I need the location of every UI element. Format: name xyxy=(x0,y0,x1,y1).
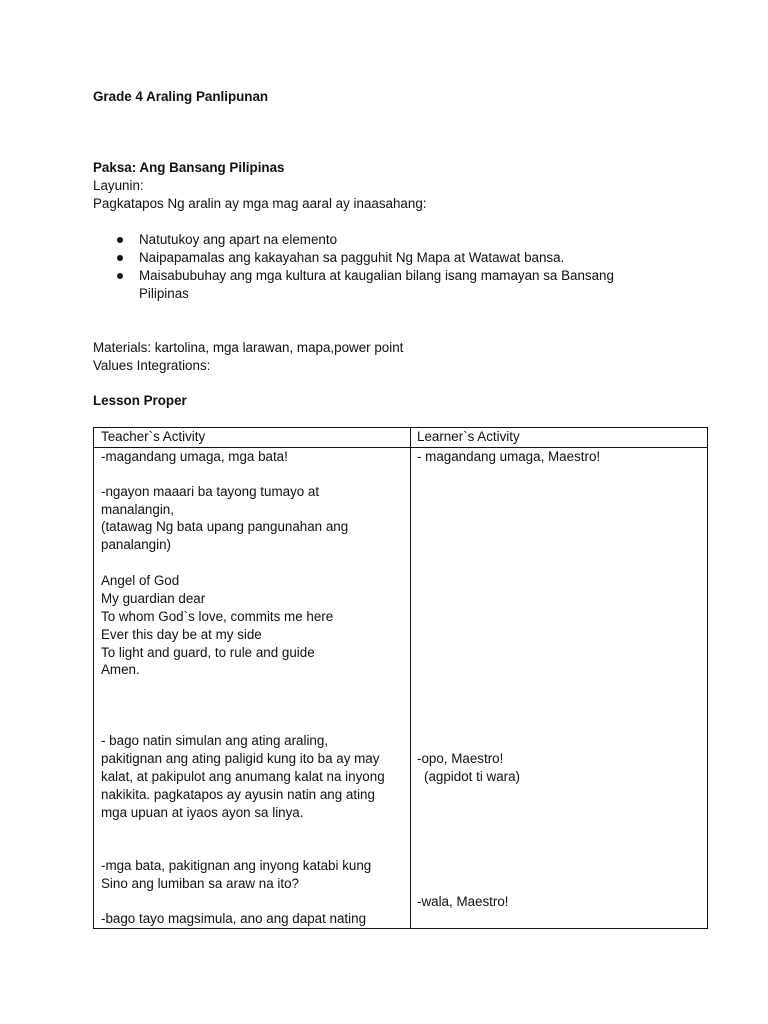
bullet-icon xyxy=(117,237,123,243)
header-teacher-activity: Teacher`s Activity xyxy=(101,429,206,444)
teacher-line: - bago natin simulan ang ating araling, xyxy=(101,733,329,748)
teacher-line: mga upuan at iyaos ayon sa linya. xyxy=(101,805,304,820)
teacher-line: panalangin) xyxy=(101,537,171,552)
objective-text: Pilipinas xyxy=(139,286,189,301)
teacher-line: -ngayon maaari ba tayong tumayo at xyxy=(101,484,320,499)
objective-text: Natutukoy ang apart na elemento xyxy=(139,232,338,247)
teacher-line: -bago tayo magsimula, ano ang dapat nating xyxy=(101,911,367,926)
list-item xyxy=(93,231,673,249)
objectives-intro: Pagkatapos Ng aralin ay mga mag aaral ay inaasahang: xyxy=(93,196,427,211)
teacher-line: (tatawag Ng bata upang pangunahan ang xyxy=(101,519,349,534)
teacher-line: To whom God`s love, commits me here xyxy=(101,609,334,624)
objectives-list xyxy=(93,231,673,303)
learner-line: -wala, Maestro! xyxy=(417,894,509,909)
list-item-continuation xyxy=(93,285,673,303)
teacher-line: kalat, at pakipulot ang anumang kalat na inyong xyxy=(101,769,385,784)
objective-text: Naipapamalas ang kakayahan sa pagguhit Ng Mapa at Watawat bansa. xyxy=(139,250,565,265)
teacher-line: pakitignan ang ating paligid kung ito ba ay may xyxy=(101,751,380,766)
teacher-line: Amen. xyxy=(101,662,140,677)
list-item xyxy=(93,249,673,267)
teacher-line: -magandang umaga, mga bata! xyxy=(101,449,288,464)
objective-text: Maisabubuhay ang mga kultura at kaugalian bilang isang mamayan sa Bansang xyxy=(139,268,614,283)
learner-line: - magandang umaga, Maestro! xyxy=(417,449,601,464)
teacher-line: -mga bata, pakitignan ang inyong katabi kung xyxy=(101,858,372,873)
bullet-icon xyxy=(117,273,123,279)
layunin-label: Layunin: xyxy=(93,178,144,193)
bullet-icon xyxy=(117,255,123,261)
teacher-line: Sino ang lumiban sa araw na ito? xyxy=(101,876,300,891)
materials-line: Materials: kartolina, mga larawan, mapa,power point xyxy=(93,340,404,355)
list-item xyxy=(93,267,673,285)
column-divider xyxy=(410,428,411,928)
learner-line: (agpidot ti wara) xyxy=(424,769,521,784)
grade-title: Grade 4 Araling Panlipunan xyxy=(93,89,269,104)
teacher-line: My guardian dear xyxy=(101,591,206,606)
lesson-proper-heading: Lesson Proper xyxy=(93,393,187,408)
teacher-line: Angel of God xyxy=(101,573,180,588)
teacher-line: To light and guard, to rule and guide xyxy=(101,645,315,660)
header-learner-activity: Learner`s Activity xyxy=(417,429,520,444)
paksa-heading: Paksa: Ang Bansang Pilipinas xyxy=(93,160,285,175)
learner-line: -opo, Maestro! xyxy=(417,751,504,766)
values-line: Values Integrations: xyxy=(93,358,211,373)
activity-table xyxy=(93,427,708,929)
teacher-line: nakikita. pagkatapos ay ayusin natin ang ating xyxy=(101,787,375,802)
teacher-line: manalangin, xyxy=(101,502,174,517)
teacher-line: Ever this day be at my side xyxy=(101,627,262,642)
